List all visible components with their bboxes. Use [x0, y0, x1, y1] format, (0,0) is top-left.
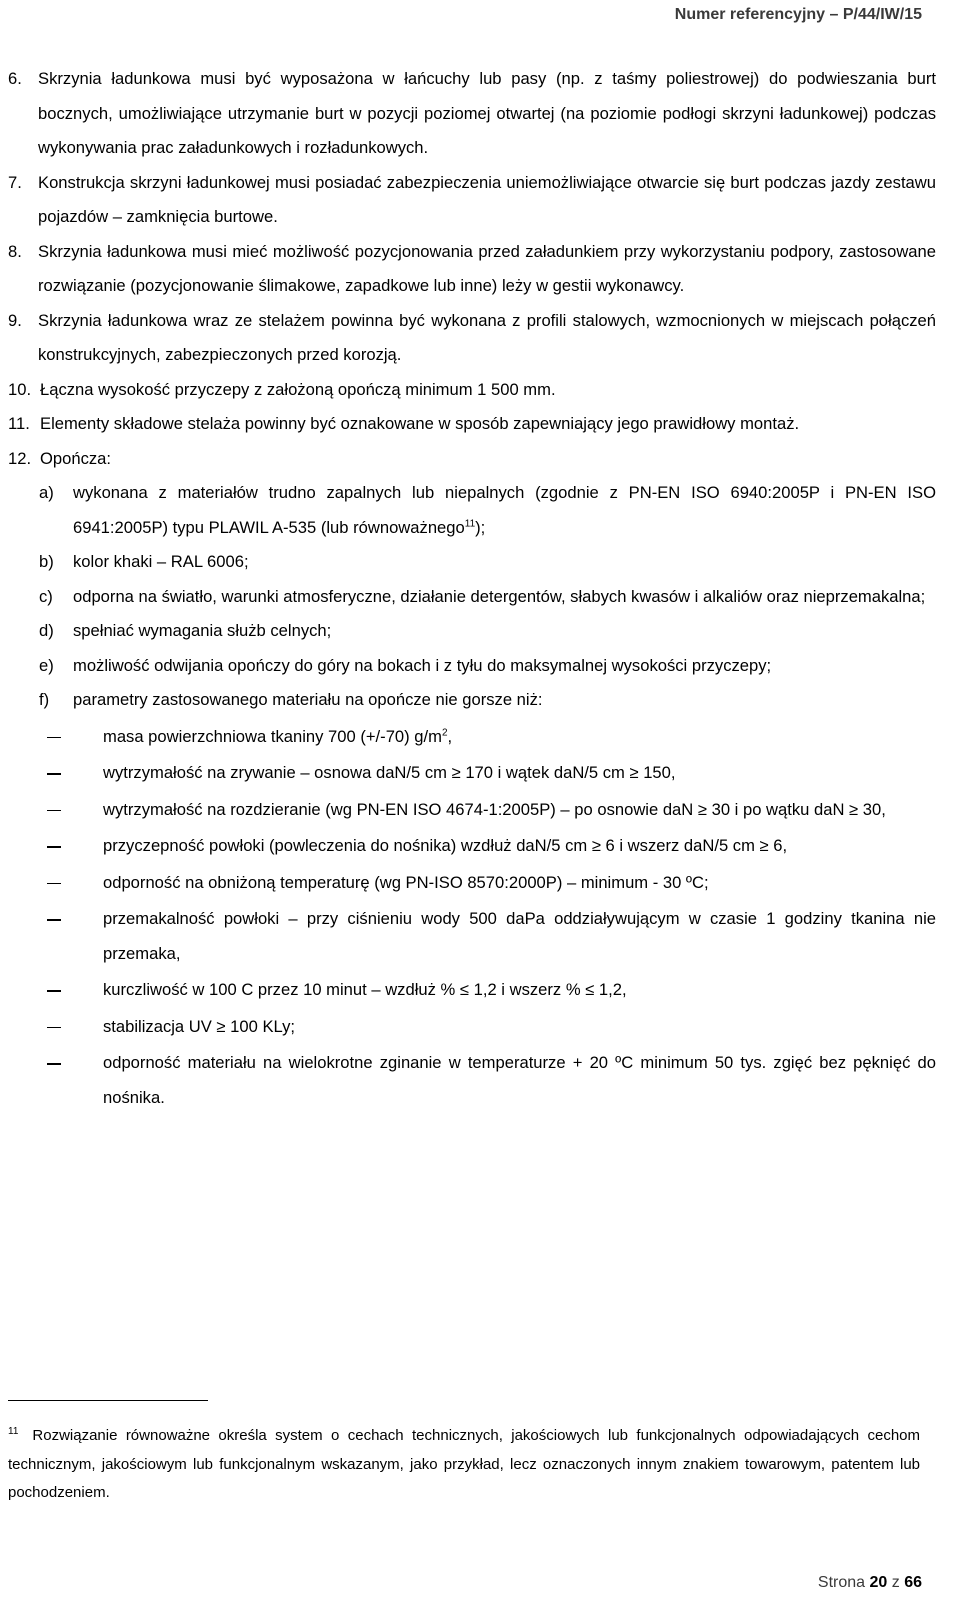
subitem-text: odporna na światło, warunki atmosferyczne, działanie detergentów, słabych kwasów i alkaliów oraz nieprzemakalna; — [73, 586, 926, 606]
subitem-a-tail: ); — [475, 517, 486, 537]
list-item — [8, 62, 936, 166]
parameter-p1-tail: , — [447, 726, 453, 746]
subitem-letter: e) — [39, 655, 54, 675]
subitem-a — [39, 476, 936, 545]
subitem-letter: d) — [39, 621, 54, 640]
parameter-item — [41, 902, 936, 971]
dash-bullet-icon — [41, 829, 103, 864]
page-sep: z — [891, 1574, 900, 1591]
dash-bullet-icon — [41, 866, 103, 901]
subitem-text: możliwość odwijania opończy do góry na bokach i z tyłu do maksymalnej wysokości przyczepy; — [73, 655, 772, 675]
subitem-letter: c) — [39, 586, 53, 606]
list-item — [8, 442, 936, 477]
parameter-p1-text: masa powierzchniowa tkaniny 700 (+/-70) g/m — [103, 726, 442, 746]
item-number: 10. — [8, 379, 32, 399]
subitem-letter: f) — [39, 690, 50, 709]
parameter-item — [41, 1010, 936, 1045]
parameter-text: odporność materiału na wielokrotne zginanie w temperaturze + 20 ºC minimum 50 tys. zgięć bez pęknięć do nośnika. — [103, 1053, 936, 1107]
footnote-text: Rozwiązanie równoważne określa system o cechach technicznych, jakościowych lub funkcjonalnych odpowiadających cechom technicznym, jakościowym lub funkcjonalnym wskazanym, jako przykład, lecz oznaczonych innym znakiem towarowym, patentem lub pochodzeniem. — [8, 1427, 920, 1501]
list-item — [8, 166, 936, 235]
dash-bullet-icon — [41, 1010, 103, 1045]
parameter-text: odporność na obniżoną temperaturę (wg PN-ISO 8570:2000P) – minimum - 30 ºC; — [103, 872, 709, 892]
parameter-item — [41, 829, 936, 864]
item-text: Skrzynia ładunkowa musi być wyposażona w łańcuchy lub pasy (np. z taśmy poliestrowej) do podwieszania burt bocznych, umożliwiające utrzymanie burt w pozycji poziomej otwartej (na poziomie podłogi skrzyni ładunkowej) podczas wykonywania prac załadunkowych i rozładunkowych. — [38, 69, 936, 157]
item-text: Skrzynia ładunkowa musi mieć możliwość pozycjonowania przed załadunkiem przy wykorzystaniu podpory, zastosowane rozwiązanie (pozycjonowanie ślimakowe, zapadkowe lub inne) leży w gestii wykonawcy. — [38, 241, 936, 295]
item-text: Konstrukcja skrzyni ładunkowej musi posiadać zabezpieczenia uniemożliwiające otwarcie się burt podczas jazdy zestawu pojazdów – zamknięcia burtowe. — [38, 172, 936, 226]
parameter-item — [41, 720, 936, 755]
footnote-marker: 11 — [8, 1426, 19, 1437]
parameter-text: przemakalność powłoki – przy ciśnieniu wody 500 daPa oddziaływującym w czasie 1 godziny tkanina nie przemaka, — [103, 909, 936, 963]
parameter-item — [41, 793, 936, 828]
subitem-a-text: wykonana z materiałów trudno zapalnych lub niepalnych (zgodnie z PN-EN ISO 6940:2005P i PN-EN ISO 6941:2005P) typu PLAWIL A-535 (lub równoważnego — [73, 483, 936, 537]
parameter-text: kurczliwość w 100 C przez 10 minut – wzdłuż % ≤ 1,2 i wszerz % ≤ 1,2, — [103, 980, 627, 999]
subitem-text: spełniać wymagania służb celnych; — [73, 621, 332, 640]
parameter-item — [41, 973, 936, 1008]
dash-bullet-icon — [41, 973, 103, 1008]
parameter-text: wytrzymałość na rozdzieranie (wg PN-EN ISO 4674-1:2005P) – po osnowie daN ≥ 30 i po wątku daN ≥ 30, — [103, 799, 886, 819]
item-number: 8. — [8, 241, 22, 261]
subitem-d — [39, 614, 936, 649]
item-number: 6. — [8, 69, 22, 88]
reference-number: Numer referencyjny – P/44/IW/15 — [674, 6, 922, 23]
parameter-text — [103, 720, 936, 755]
subitem-e — [39, 649, 936, 684]
page-total: 66 — [904, 1574, 922, 1591]
document-body — [8, 62, 936, 1117]
item-text: Skrzynia ładunkowa wraz ze stelażem powinna być wykonana z profili stalowych, wzmocnionych w miejscach połączeń konstrukcyjnych, zabezpieczonych przed korozją. — [38, 310, 936, 364]
parameter-text: przyczepność powłoki (powleczenia do nośnika) wzdłuż daN/5 cm ≥ 6 i wszerz daN/5 cm ≥ 6, — [103, 836, 788, 855]
subitem-letter: a) — [39, 483, 54, 502]
subitem-text: kolor khaki – RAL 6006; — [73, 552, 249, 571]
subitem-letter: b) — [39, 552, 54, 571]
footnote-divider — [8, 1400, 208, 1401]
item-number: 11. — [8, 414, 30, 433]
item-text: Opończa: — [40, 448, 112, 468]
subitem-text — [73, 476, 936, 545]
list-item — [8, 407, 936, 442]
subitem-c — [39, 580, 936, 615]
list-item — [8, 235, 936, 304]
page-prefix: Strona — [817, 1574, 866, 1591]
dash-bullet-icon — [41, 902, 103, 971]
footnote-ref: 11 — [464, 517, 476, 529]
footnote — [8, 1422, 920, 1508]
item-number: 12. — [8, 448, 32, 468]
item-number: 9. — [8, 310, 22, 330]
parameter-item — [41, 866, 936, 901]
parameter-text: stabilizacja UV ≥ 100 KLy; — [103, 1016, 296, 1036]
item-text: Łączna wysokość przyczepy z założoną opończą minimum 1 500 mm. — [40, 379, 556, 399]
parameter-text: wytrzymałość na zrywanie – osnowa daN/5 cm ≥ 170 i wątek daN/5 cm ≥ 150, — [103, 763, 676, 782]
page-current: 20 — [869, 1574, 888, 1591]
list-item — [8, 304, 936, 373]
parameter-list — [41, 720, 936, 1116]
item-number: 7. — [8, 172, 22, 192]
subitem-b — [39, 545, 936, 580]
page-number — [818, 1574, 922, 1592]
dash-bullet-icon — [41, 756, 103, 791]
subitem-f — [39, 683, 936, 718]
dash-bullet-icon — [41, 720, 103, 755]
parameter-item — [41, 756, 936, 791]
parameter-item — [41, 1046, 936, 1115]
dash-bullet-icon — [41, 793, 103, 828]
superscript: 2 — [441, 726, 448, 738]
dash-bullet-icon — [41, 1046, 103, 1115]
item-text: Elementy składowe stelaża powinny być oznakowane w sposób zapewniający jego prawidłowy montaż. — [40, 414, 800, 433]
subitem-text: parametry zastosowanego materiału na opończe nie gorsze niż: — [73, 690, 543, 709]
list-item — [8, 373, 936, 408]
